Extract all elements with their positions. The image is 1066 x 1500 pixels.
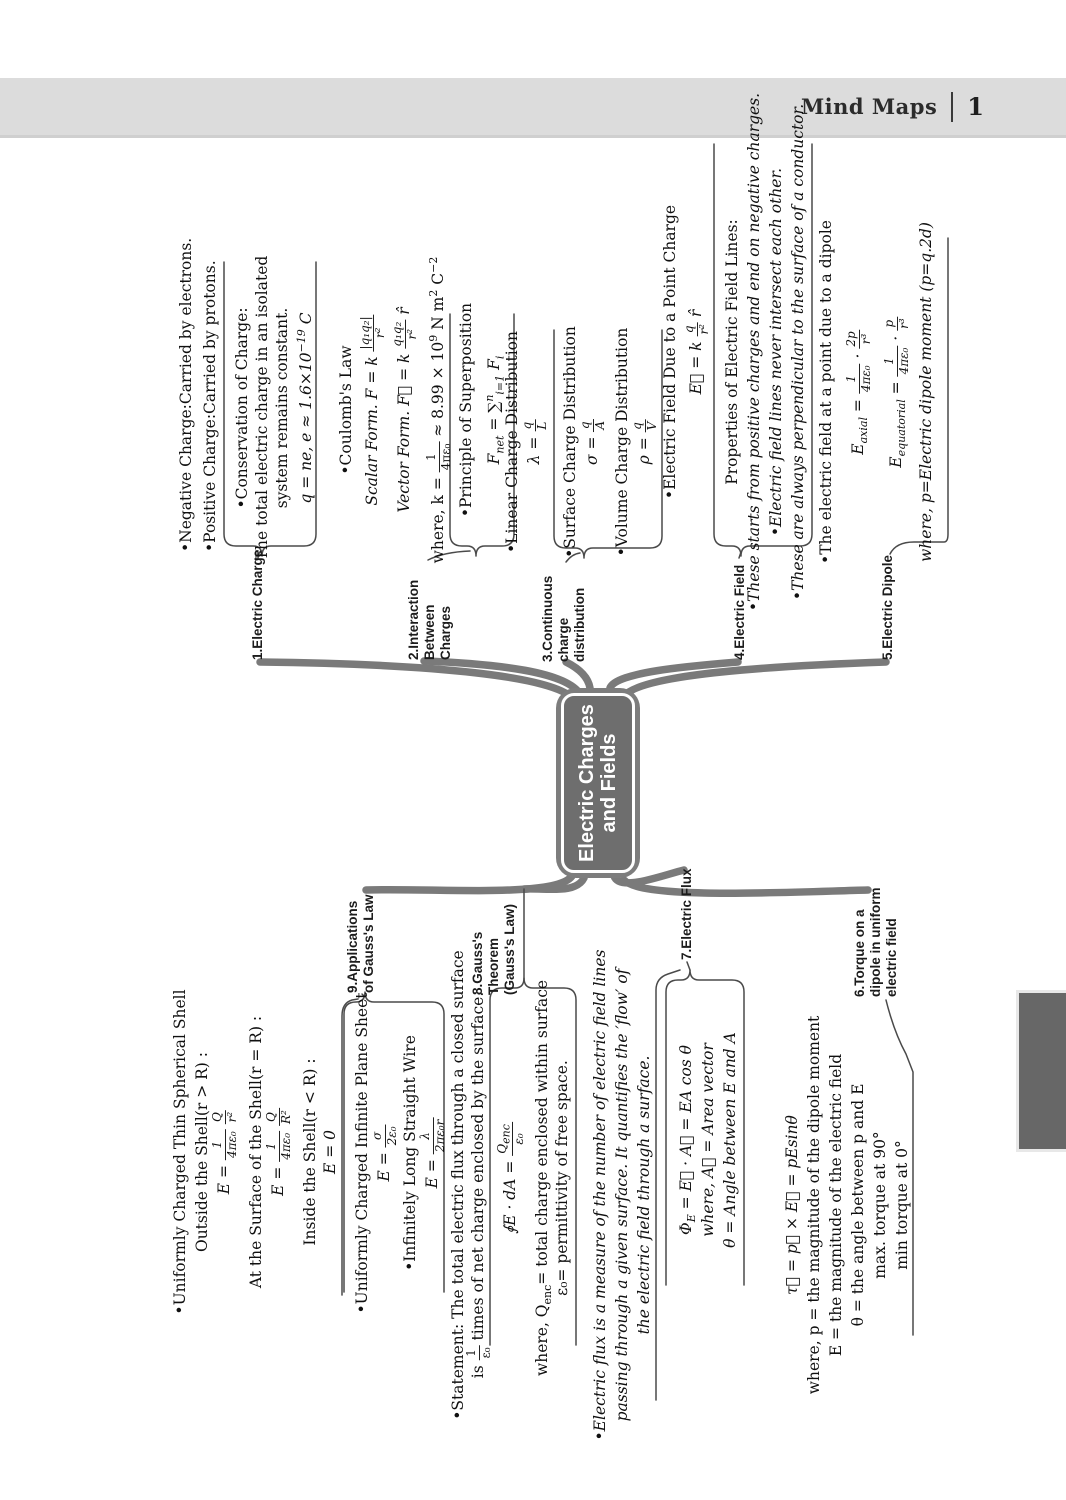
branch-2-label: 2.Interaction Between Charges (406, 579, 453, 660)
branch-7-label: 7.Electric Flux (679, 868, 694, 960)
central-node-title-line1: Electric Charges (576, 704, 598, 862)
text-line: •These starts from positive charges and end on negative charges. (745, 92, 763, 612)
formula-line: ρ = q V (630, 421, 659, 465)
text-line: •Statement: The total electric flux through a closed surface (449, 950, 467, 1420)
text-line: The total electric charge in an isolated (253, 255, 271, 561)
formula-line: Vector Form. F⃗ = k q₁q₂ r² r̂ (390, 307, 419, 513)
formula-line: Scalar Form. F = k |q₁q₂| r² (358, 316, 387, 506)
text-line: Outside the Shell(r > R) : (193, 1051, 211, 1253)
text-line: min torque at 0° (893, 1140, 911, 1270)
text-line: •Electric field lines never intersect each other. (767, 167, 785, 537)
header-title: Mind Maps (800, 94, 938, 119)
text-line: •Electric Field Due to a Point Charge (661, 204, 679, 500)
text-line: max. torque at 90° (871, 1131, 889, 1279)
text-line: •Uniformly Charged Infinite Plane Sheet (353, 992, 371, 1314)
text-line: system remains constant. (273, 307, 291, 509)
spine-branch-7 (687, 962, 690, 970)
text-line: •Uniformly Charged Thin Spherical Shell (171, 989, 189, 1315)
formula-line: $E_{equatorial}$ = 1 4πε₀ · p r³ (882, 318, 911, 468)
text-line: where, p = the magnitude of the dipole moment (805, 1015, 823, 1395)
text-line: Properties of Electric Field Lines: (723, 219, 741, 485)
formula-line: σ = q A (578, 420, 607, 466)
text-line: •Volume Charge Distribution (613, 327, 631, 557)
formula-line: ∮E · dA = $Q_{enc}$ ε₀ (494, 1124, 527, 1234)
text-line: •Coulomb's Law (337, 345, 355, 475)
spine-branch-4 (739, 552, 741, 558)
branch-6-label: 6.Torque on a dipole in uniform electric field (852, 887, 899, 997)
text-line: E = the magnitude of the electric field (827, 1053, 845, 1357)
central-node-title-line2: and Fields (598, 733, 620, 833)
formula-line: E = σ 2ε₀ (370, 1126, 399, 1182)
formula-line: E = λ 2πε₀r (418, 1119, 447, 1189)
text-line: θ = the angle between p and E (849, 1083, 867, 1327)
branch-9-label: 9.Applications of Gauss's Law (345, 894, 376, 993)
branch-3-label: 3.Continuous charge distribution (540, 575, 587, 662)
text-line: •Positive Charge:Carried by protons. (201, 260, 219, 552)
text-line: where, A⃗ = Area vector (699, 1043, 717, 1237)
formula-line: τ⃗ = p⃗ × E⃗ = pEsinθ (783, 1115, 801, 1295)
formula-line: $\Phi_E$ = E⃗ · A⃗ = EA cos θ (677, 1045, 699, 1235)
header-page-number: 1 (967, 92, 984, 121)
branch-5-label: 5.Electric Dipole (880, 554, 895, 660)
branch-4-label: 4.Electric Field (732, 564, 747, 660)
branch-8-label: 8.Gauss's Theorem (Gauss's Law) (470, 904, 517, 995)
text-line: •Linear Charge Distribution (503, 331, 521, 553)
text-line: passing through a given surface. It quantifies the ′flow′ of (613, 968, 631, 1422)
text-line: •Electric flux is a measure of the number of electric field lines (591, 949, 609, 1441)
formula-line: where, k = 1 4πε₀ ≈ $8.99 \times 10^9$ N $m^2$ $C^{-2}$ (424, 256, 453, 564)
text-line: •Conservation of Charge: (233, 307, 251, 509)
text-line: where, $Q_{enc}=$ total charge enclosed within surface (533, 979, 555, 1377)
text-line: •Principle of Superposition (457, 302, 475, 518)
text-line: •These are always perpendicular to the surface of a conductor. (789, 103, 807, 601)
text-line: Inside the Shell(r < R) : (301, 1058, 319, 1246)
formula-line: λ = q L (520, 421, 549, 465)
connector-branch-6 (624, 880, 868, 893)
formula-line: E = 0 (321, 1129, 339, 1175)
branch-1-label: 1.Electric Charge (250, 549, 265, 660)
formula-line: $E_{axial}$ = 1 4πε₀ · 2p r³ (844, 331, 873, 455)
formula-line: E⃗ = k q r² r̂ (682, 309, 711, 395)
text-line: •Surface Charge Distribution (561, 326, 579, 558)
formula-line: $F_{net} = \sum^n_{i=1}$ $F_i$ (483, 355, 507, 465)
text-line: •Infinitely Long Straight Wire (401, 1035, 419, 1271)
formula-line: is 1 ε₀ times of net charge enclosed by the surface. (464, 991, 493, 1379)
formula-line: E = 1 4πε₀ Q r² (210, 1111, 239, 1195)
text-line: •The electric field at a point due to a dipole (817, 220, 835, 564)
formula-line: q = ne, $e \approx 1.6\times 10^{-19}$ C (295, 312, 316, 504)
text-line: where, p=Electric dipole moment (p=q.2d) (917, 222, 935, 562)
central-node (556, 688, 640, 878)
text-line: θ = Angle between E and A (721, 1032, 739, 1248)
text-line: ε₀= permittivity of free space. (553, 1060, 571, 1296)
formula-line: E = 1 4πε₀ Q R² (264, 1110, 293, 1196)
text-line: •Negative Charge:Carried by electrons. (177, 237, 195, 552)
text-line: At the Surface of the Shell(r = R) : (247, 1015, 265, 1289)
text-line: the electric field through a surface. (635, 1055, 653, 1335)
